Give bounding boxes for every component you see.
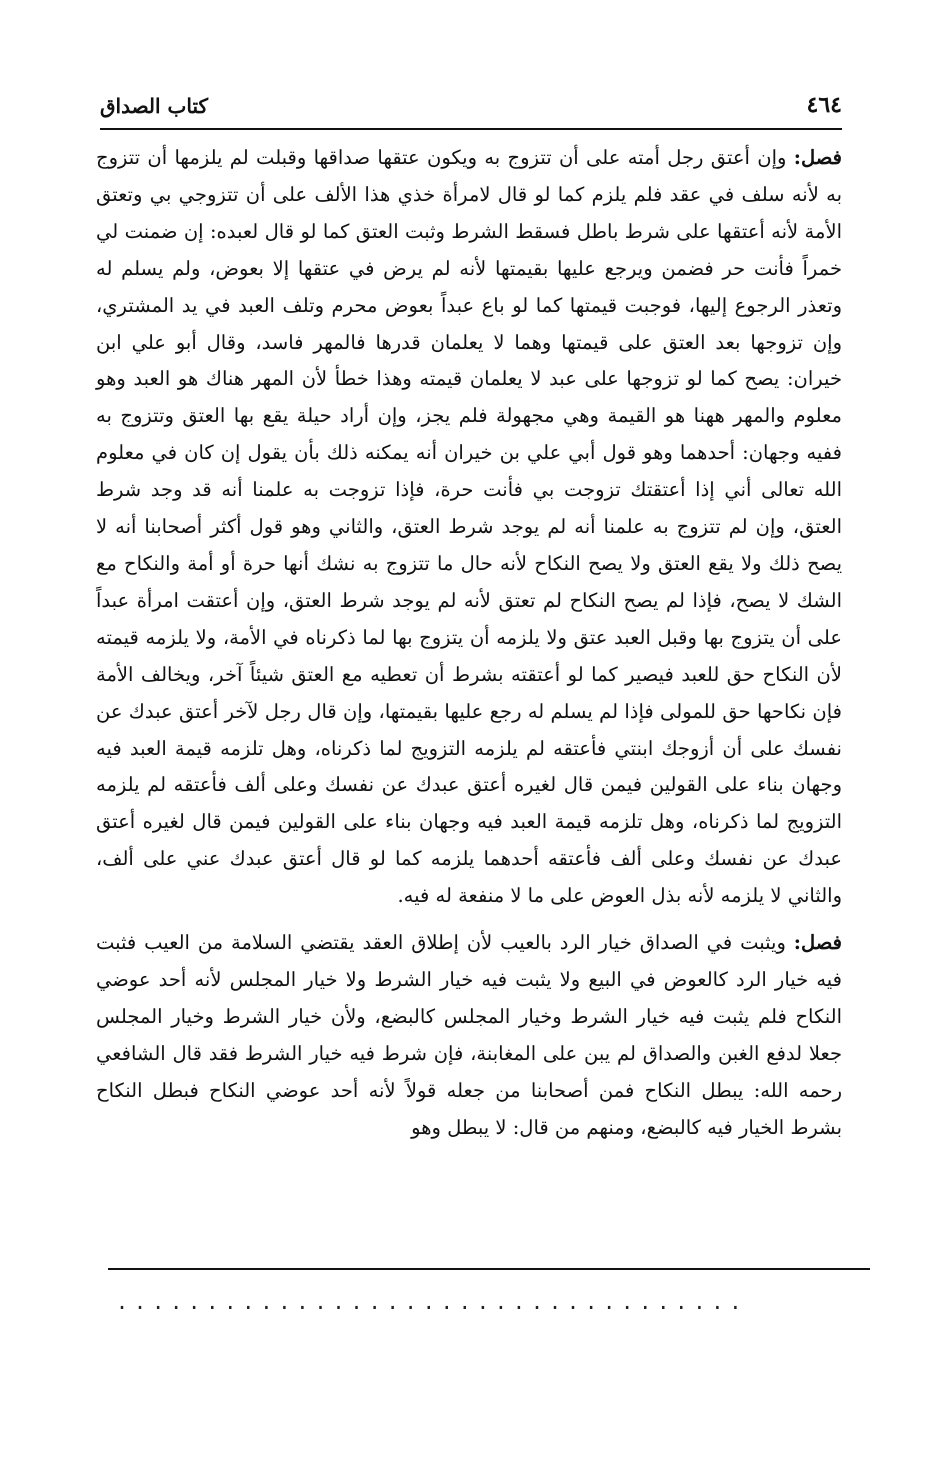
footnote-rule xyxy=(108,1268,870,1270)
page-number: ٤٦٤ xyxy=(806,92,842,118)
page-header xyxy=(100,88,842,128)
footnote-dotted-line: ................................... xyxy=(116,1290,748,1314)
body-text xyxy=(96,140,842,1146)
header-rule xyxy=(100,128,842,130)
book-title: كتاب الصداق xyxy=(100,94,209,118)
section-label: فصل: xyxy=(793,931,842,955)
section-label: فصل: xyxy=(793,146,842,169)
paragraph-1 xyxy=(96,140,842,915)
paragraph-text: ويثبت في الصداق خيار الرد بالعيب لأن إطلاق العقد يقتضي السلامة من العيب فثبت فيه خيار الرد كالعوض في البيع ولا يثبت فيه خيار الشرط ولا خيار المجلس لأنه أحد عوضي النكاح فلم يثبت فيه خيار الشرط وخيار المجلس كالبضع، ولأن خيار الشرط وخيار المجلس جعلا لدفع الغبن والصداق لم يبن على المغابنة، فإن شرط فيه خيار الشرط فقد قال الشافعي رحمه الله: يبطل النكاح فمن أصحابنا من جعله قولاً لأنه أحد عوضي النكاح فبطل النكاح بشرط الخيار فيه كالبضع، ومنهم من قال: لا يبطل وهو xyxy=(96,931,842,1139)
paragraph-2 xyxy=(96,925,842,1146)
paragraph-text: وإن أعتق رجل أمته على أن تتزوج به ويكون عتقها صداقها وقبلت لم يلزمها أن تتزوج به لأنه سلف في عقد فلم يلزم كما لو قال لامرأة خذي هذا الألف على أن تتزوجي بي وتعتق الأمة لأنه أعتقها على شرط باطل فسقط الشرط وثبت العتق كما لو قال لعبده: إن ضمنت لي خمراً فأنت حر فضمن ويرجع عليها بقيمتها لأنه لم يرض في عتقها إلا بعوض، ولم يسلم له وتعذر الرجوع إليها، فوجبت قيمتها كما لو باع عبداً بعوض محرم وتلف العبد في يد المشتري، وإن تزوجها بعد العتق على قيمتها وهما لا يعلمان قدرها فالمهر فاسد، وقال أبو علي ابن خيران: يصح كما لو تزوجها على عبد لا يعلمان قيمته وهذا خطأ لأن المهر هناك هو العبد وهو معلوم والمهر ههنا هو القيمة وهي مجهولة فلم يجز، وإن أراد حيلة يقع بها العتق وتتزوج به ففيه وجهان: أحدهما وهو قول أبي علي بن خيران أنه يمكنه ذلك بأن يقول إن كان في معلوم الله تعالى أني إذا أعتقتك تزوجت بي فأنت حرة، فإذا تزوجت به علمنا أنه قد وجد شرط العتق، وإن لم تتزوج به علمنا أنه لم يوجد شرط العتق، والثاني وهو قول أكثر أصحابنا أنه لا يصح ذلك ولا يقع العتق ولا يصح النكاح لأنه حال ما تتزوج به نشك أنها حرة أو أمة والنكاح مع الشك لا يصح، فإذا لم يصح النكاح لم تعتق لأنه لم يوجد شرط العتق، وإن أعتقت امرأة عبداً على أن يتزوج بها وقبل العبد عتق ولا يلزمه أن يتزوج بها لما ذكرناه في الأمة، ولا يلزمه قيمته لأن النكاح حق للعبد فيصير كما لو أعتقته بشرط أن تعطيه مع العتق شيئاً آخر، ويخالف الأمة فإن نكاحها حق للمولى فإذا لم يسلم له رجع عليها بقيمتها، وإن قال رجل لآخر أعتق عبدك عن نفسك على أن أزوجك ابنتي فأعتقه لم يلزمه التزويج لما ذكرناه، وهل تلزمه قيمة العبد فيه وجهان بناء على القولين فيمن قال لغيره أعتق عبدك عن نفسك وعلى ألف فأعتقه لم يلزمه التزويج لما ذكرناه، وهل تلزمه قيمة العبد فيه وجهان بناء على القولين فيمن قال لغيره أعتق عبدك عن نفسك وعلى ألف فأعتقه أحدهما يلزمه كما لو قال أعتق عبدك عني على ألف، والثاني لا يلزمه لأنه بذل العوض على ما لا منفعة له فيه. xyxy=(96,146,842,908)
